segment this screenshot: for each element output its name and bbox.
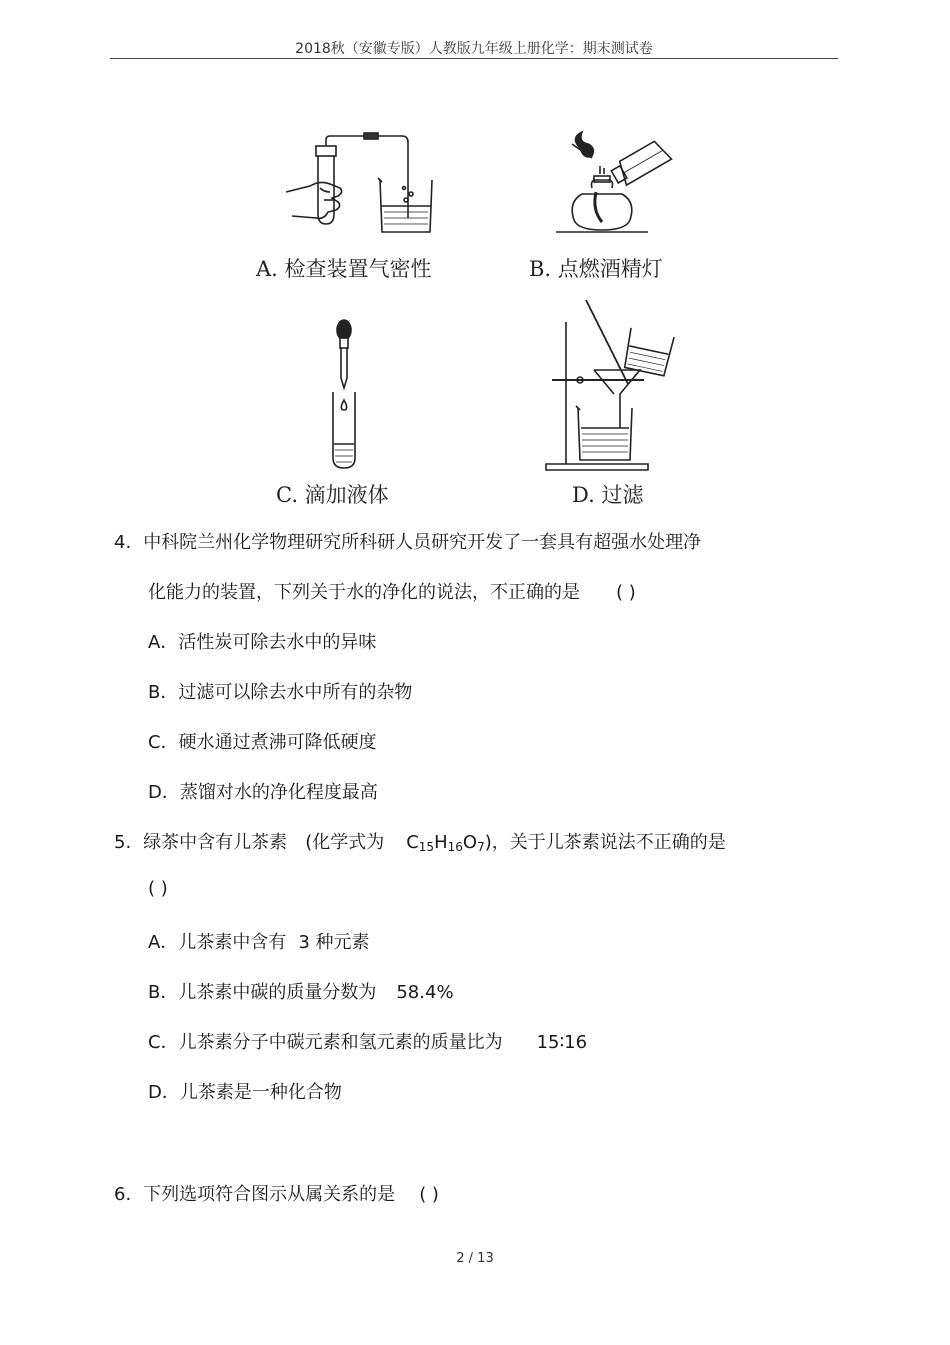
q5-option-c (148, 1028, 587, 1054)
option-text: 过滤可以除去水中所有的杂物 (178, 682, 413, 703)
figure-c-dropping-liquid (320, 318, 370, 472)
option-text: 儿茶素分子中碳元素和氢元素的质量比为 (178, 1032, 503, 1053)
q6-answer-paren: ( ) (419, 1184, 439, 1205)
option-key: D． (148, 1082, 180, 1103)
figure-a-caption: A. 检查装置气密性 (256, 257, 432, 281)
q4-stem-text-2: 化能力的装置，下列关于水的净化的说法，不正确的是 (148, 582, 580, 603)
q4-option-d (148, 778, 378, 804)
option-key: B． (148, 982, 179, 1003)
option-text: 硬水通过煮沸可降低硬度 (178, 732, 377, 753)
q5-stem-pre: 绿茶中含有儿茶素 (143, 832, 288, 853)
figure-d-filtration (544, 298, 678, 472)
option-key: A． (148, 932, 179, 953)
figure-b-caption: B. 点燃酒精灯 (529, 257, 663, 281)
figure-a-airtightness-check (280, 128, 440, 240)
q5-stem-line1 (114, 828, 726, 854)
q6-stem-text: 下列选项符合图示从属关系的是 (143, 1184, 396, 1205)
q5-option-b (148, 978, 454, 1004)
q4-stem-line1 (114, 528, 701, 554)
option-text: 儿茶素中含有 (178, 932, 287, 953)
q5-option-a (148, 928, 370, 954)
option-key: C． (148, 732, 179, 753)
figure-c-caption: C. 滴加液体 (276, 483, 389, 507)
option-text: 蒸馏对水的净化程度最高 (179, 782, 378, 803)
q5-answer-paren: ( ) (148, 878, 168, 899)
option-text: 儿茶素是一种化合物 (179, 1082, 342, 1103)
option-key: D． (148, 782, 180, 803)
header-divider (110, 58, 838, 59)
q5-number: 5. (114, 832, 132, 853)
q4-option-b (148, 678, 412, 704)
q5-stem-line2 (148, 878, 168, 899)
option-text: 儿茶素中碳的质量分数为 (178, 982, 377, 1003)
q4-option-a (148, 628, 376, 654)
document-header: 2018秋（安徽专版）人教版九年级上册化学：期末测试卷 (295, 41, 653, 57)
q6-stem (114, 1180, 439, 1206)
q4-stem-text-1: 中科院兰州化学物理研究所科研人员研究开发了一套具有超强水处理净 (143, 532, 702, 553)
q5-formula: $C_{15}H_{16}O_7$ (406, 832, 485, 854)
q4-stem-line2 (148, 578, 636, 604)
option-text: 活性炭可除去水中的异味 (178, 632, 377, 653)
option-key: A． (148, 632, 179, 653)
figure-b-lighting-lamp (552, 130, 674, 240)
option-value: 58.4% (396, 982, 454, 1003)
q4-number: 4. (114, 532, 132, 553)
q5-option-d (148, 1078, 342, 1104)
page-number: 2 / 13 (456, 1251, 494, 1266)
q5-stem-mid: (化学式为 (305, 832, 385, 853)
q6-number: 6. (114, 1184, 132, 1205)
q4-option-c (148, 728, 377, 754)
option-value: 3 种元素 (298, 932, 370, 953)
option-key: C． (148, 1032, 179, 1053)
option-key: B． (148, 682, 179, 703)
q5-stem-post: )，关于儿茶素说法不正确的是 (484, 832, 726, 853)
option-value: 15∶16 (536, 1032, 588, 1053)
figure-d-caption: D. 过滤 (572, 483, 644, 507)
q4-answer-paren: ( ) (616, 582, 636, 603)
